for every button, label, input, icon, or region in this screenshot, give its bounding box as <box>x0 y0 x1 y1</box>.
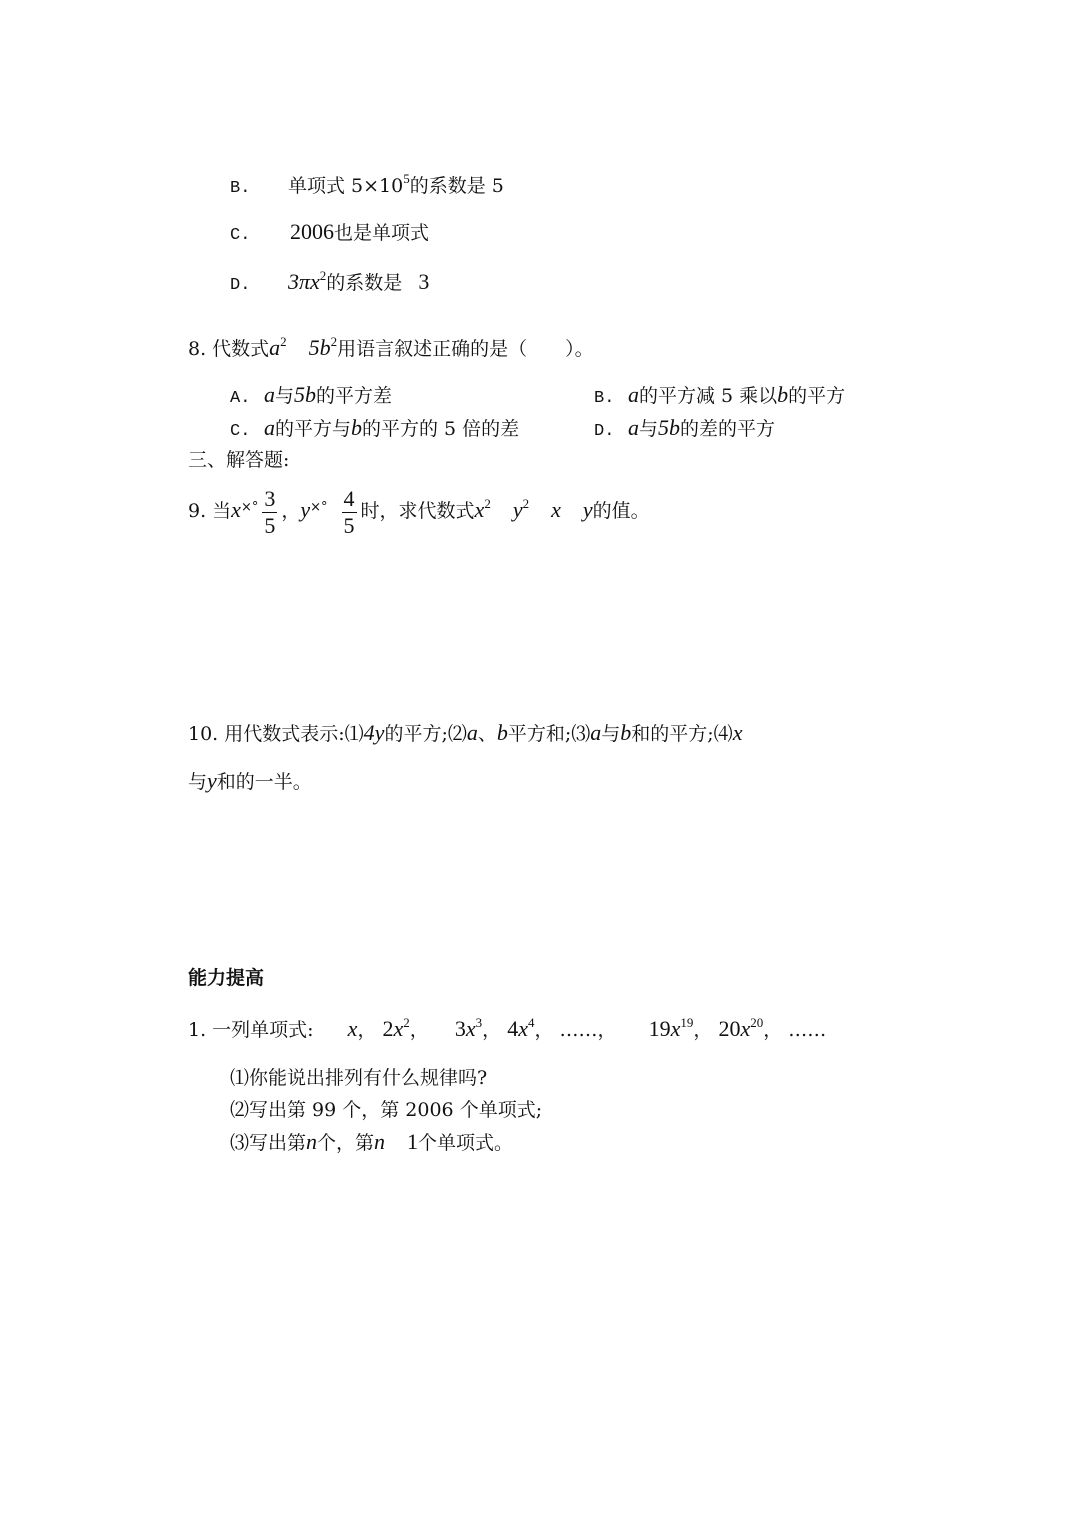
math-var: a <box>628 415 639 440</box>
ability-sub-2: ⑵写出第 99 个，第 2006 个单项式; <box>230 1099 543 1121</box>
math-var: a <box>264 382 275 407</box>
q8-option-a <box>230 383 392 411</box>
sequence-term: x <box>347 1016 358 1041</box>
question-text: 、 <box>477 723 497 745</box>
option-label: D. <box>230 276 251 295</box>
exponent: 3 <box>475 1015 483 1030</box>
q7-option-c <box>230 220 429 248</box>
ability-q1-stem <box>188 1017 826 1042</box>
glyph-artifact: ×° <box>240 500 259 515</box>
ellipsis: …… <box>559 1019 598 1041</box>
option-text: 与 <box>639 418 659 440</box>
sequence-coef: 4 <box>507 1016 519 1041</box>
math-var: a <box>590 720 602 745</box>
math-var: b <box>351 415 363 440</box>
math-number: 1 <box>407 1129 419 1154</box>
sequence-term: x <box>670 1016 681 1041</box>
option-text: 的系数是 5 <box>409 175 504 197</box>
exponent: 2 <box>403 1015 410 1030</box>
fraction <box>262 486 277 539</box>
option-label: D. <box>594 422 615 441</box>
math-var: x <box>231 497 241 522</box>
exponent: 2 <box>522 496 530 511</box>
exponent: 2 <box>330 334 338 349</box>
exponent: 2 <box>280 334 287 349</box>
sequence-coef: 2 <box>382 1016 394 1041</box>
math-var: n <box>306 1129 318 1154</box>
option-text: 的系数是 <box>326 272 403 294</box>
math-term: 5b <box>294 382 317 407</box>
exponent: 2 <box>484 496 491 511</box>
question-text: 个，第 <box>317 1132 375 1154</box>
sequence-term: x <box>465 1016 476 1041</box>
question-text: 和的一半。 <box>216 771 312 793</box>
math-term: 4y <box>363 720 385 745</box>
sequence-term: x <box>518 1016 528 1041</box>
math-var: a <box>269 335 281 360</box>
ability-heading: 能力提高 <box>188 967 265 989</box>
question-text: 9. 当 <box>188 500 232 522</box>
math-var: y <box>512 497 523 522</box>
ability-sub-1: ⑴你能说出排列有什么规律吗? <box>230 1067 488 1089</box>
math-var: b <box>620 720 632 745</box>
exponent: 5 <box>403 171 410 186</box>
math-var: a <box>466 720 478 745</box>
option-text: 的平方 <box>788 385 846 407</box>
q8-stem <box>188 336 594 361</box>
q9-stem <box>188 480 650 539</box>
option-text: 的平方的 5 倍的差 <box>362 418 520 440</box>
math-var: x <box>551 497 561 522</box>
fraction-numerator: 3 <box>264 485 276 511</box>
math-var: y <box>300 497 311 522</box>
option-label: C. <box>230 226 251 245</box>
punctuation: ， <box>482 1019 502 1041</box>
option-text: 也是单项式 <box>334 222 430 244</box>
q7-option-b <box>230 171 504 201</box>
sequence-coef: 19 <box>648 1016 671 1041</box>
sequence-term: x <box>740 1016 751 1041</box>
punctuation: ， <box>693 1019 713 1041</box>
option-text: 与 <box>275 385 295 407</box>
question-text: 1. 一列单项式: <box>188 1019 314 1041</box>
q10-line-2 <box>188 769 312 794</box>
option-label: C. <box>230 422 251 441</box>
section-heading: 三、解答题: <box>188 449 290 471</box>
option-label: B. <box>594 389 615 408</box>
math-var: x <box>474 497 485 522</box>
option-label: B. <box>230 179 251 198</box>
punctuation: ， <box>763 1019 783 1041</box>
math-var: y <box>582 497 593 522</box>
sequence-coef: 3 <box>454 1016 466 1041</box>
question-text: 的值。 <box>592 500 650 522</box>
glyph-artifact: ×° <box>310 500 328 515</box>
question-text: 个单项式。 <box>418 1132 514 1154</box>
punctuation: ， <box>597 1019 617 1041</box>
question-text: 的平方;⑵ <box>384 723 467 745</box>
fraction <box>342 486 357 539</box>
punctuation: ， <box>534 1019 554 1041</box>
sequence-term: x <box>393 1016 404 1041</box>
question-text: 平方和;⑶ <box>507 723 591 745</box>
math-term: 5b <box>658 415 681 440</box>
option-text: 的平方减 5 乘以 <box>639 385 778 407</box>
option-text: 的平方差 <box>316 385 393 407</box>
question-text: 用语言叙述正确的是（ ）。 <box>337 338 594 360</box>
exponent: 19 <box>680 1015 694 1030</box>
ability-sub-3 <box>230 1130 513 1155</box>
option-text: 单项式 5×10 <box>288 175 404 197</box>
math-var: a <box>628 382 639 407</box>
question-text: 和的平方;⑷ <box>631 723 733 745</box>
q7-option-d <box>230 270 429 298</box>
exponent: 2 <box>319 268 327 283</box>
math-var: b <box>777 382 789 407</box>
option-text: 的平方与 <box>275 418 352 440</box>
exponent: 20 <box>750 1015 764 1030</box>
q10-line-1 <box>188 721 742 746</box>
ellipsis: …… <box>788 1019 827 1041</box>
option-label: A. <box>230 389 251 408</box>
exponent: 4 <box>527 1015 535 1030</box>
math-var: a <box>264 415 275 440</box>
math-var: y <box>207 768 217 793</box>
math-number: 3 <box>418 269 430 294</box>
math-term: 5b <box>308 335 331 360</box>
fraction-denominator: 5 <box>264 512 276 538</box>
sequence-coef: 20 <box>718 1016 741 1041</box>
question-text: 与 <box>188 771 208 793</box>
math-var: x <box>732 720 743 745</box>
q8-option-d <box>594 416 775 444</box>
punctuation: ， <box>281 500 301 522</box>
math-number: 2006 <box>290 219 334 244</box>
math-var: b <box>496 720 508 745</box>
math-term: 3πx <box>288 269 320 294</box>
question-text: 时，求代数式 <box>360 500 475 522</box>
question-text: 10. 用代数式表示:⑴ <box>188 723 364 745</box>
fraction-numerator: 4 <box>343 485 355 511</box>
question-text: ⑶写出第 <box>230 1132 307 1154</box>
q8-option-b <box>594 383 845 411</box>
question-text: 与 <box>601 723 621 745</box>
option-text: 的差的平方 <box>680 418 776 440</box>
fraction-denominator: 5 <box>343 512 355 538</box>
q8-option-c <box>230 416 519 444</box>
punctuation: ， <box>409 1019 429 1041</box>
math-var: n <box>374 1129 386 1154</box>
question-text: 8. 代数式 <box>188 338 270 360</box>
punctuation: ， <box>357 1019 377 1041</box>
